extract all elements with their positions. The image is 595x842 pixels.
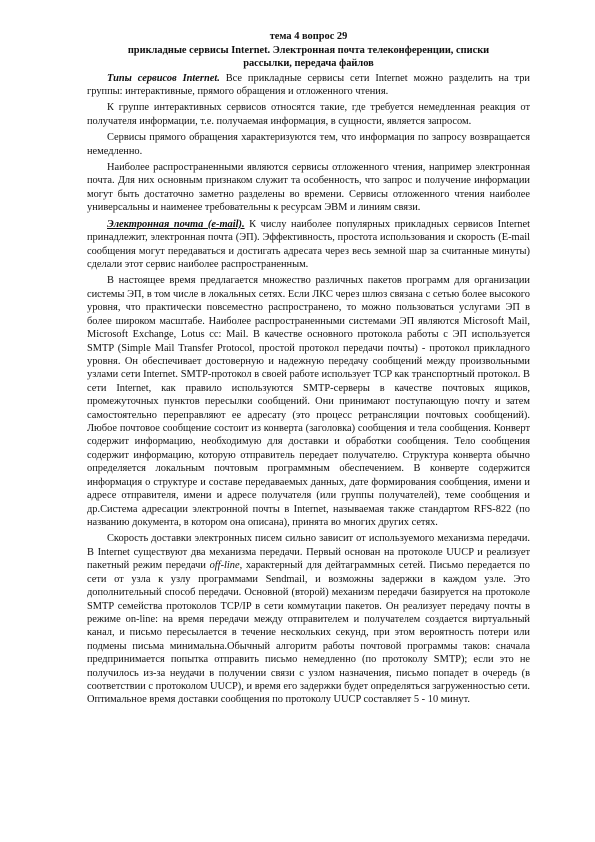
paragraph-interactive xyxy=(87,101,530,128)
emphasis-off-line: off-line xyxy=(209,560,240,572)
heading-title-line-2: рассылки, передача файлов xyxy=(243,58,374,69)
paragraph-service-types xyxy=(87,72,530,99)
paragraph-text: К числу наиболее популярных прикладных сервисов Internet принадлежит, электронная почта (ЭП). Эффективность, простота использования и скорость (E-mail сообщения могут передаваться и достигать адресата через весь земной шар за считанные минуты) сделали этот сервис наиболее распространенным. xyxy=(87,218,530,270)
paragraph-text: Скорость доставки электронных писем сильно зависит от используемого механизма передачи. В Internet существуют два механизма передачи. Первый основан на протоколе UUCP и реализует пакетный режим передачи xyxy=(87,533,530,572)
paragraph-lead: Электронная почта (e-mail). xyxy=(107,218,245,230)
paragraph-email-systems xyxy=(87,274,530,529)
paragraph-text: Наиболее распространенными являются сервисы отложенного чтения, например электронная почта. Для них основным признаком служит та особенность, что запрос и получение информации могут быть достаточно заметно разделены во времени. Сервисы отложенного чтения наиболее универсальны и наименее требовательны к ресурсам ЭВМ и линиям связи. xyxy=(87,162,530,214)
paragraph-text: В настоящее время предлагается множество различных пакетов программ для организации системы ЭП, в том числе в локальных сетях. Если ЛКС через шлюз связана с сетью более высокого уровня, что практически повсеместно распространено, то можно пользоваться услугами ЭП в более широком масштабе. Наиболее распространенными системами ЭП являются Microsoft Mail, Microsoft Exchange, Lotus cc: Mail. В качестве основного протокола работы с ЭП используется SMTP (Simple Mail Transfer Protocol, простой протокол передачи почты) - протокол прикладного уровня. Он обеспечивает достоверную и надежную передачу сообщений между произвольными узлами сети Internet. SMTP-протокол в своей работе использует TCP как транспортный протокол. В сети Internet, как правило используются SMTP-серверы в качестве почтовых ящиков, промежуточных пунктов пересылки сообщений. Они принимают поступающую почту и затем самостоятельно переправляют ее адресату (это процесс ретрансляции почтовых сообщений). Любое почтовое сообщение состоит из конверта (заголовка) сообщения и тела сообщения. Конверт содержит информацию, необходимую для доставки и обработки сообщения. Тело сообщения содержит информацию, которую отправитель передает получателю. Структура конверта обычно определяется локальным почтовым программным обеспечением. В конверте содержится информация о структуре и составе передаваемых данных, дате формирования сообщения, имени и адресе отправителя, имени и адресе получателя (или группы получателей), теме сообщения и др.Система адресации электронной почты в Internet, называемая также стандартом RFS-822 (по названию документа, в котором она описана), принята во многих других сетях. xyxy=(87,275,530,528)
paragraph-text: Все прикладные сервисы сети Internet можно разделить на три группы: интерактивные, прямого обращения и отложенного чтения. xyxy=(87,72,530,97)
document-body xyxy=(87,72,530,707)
paragraph-text: Сервисы прямого обращения характеризуются тем, что информация по запросу возвращается немедленно. xyxy=(87,132,530,157)
document-heading xyxy=(87,0,530,71)
paragraph-delivery-speed xyxy=(87,532,530,706)
paragraph-email xyxy=(87,218,530,272)
paragraph-text: , характерный для дейтаграммных сетей. Письмо передается по сети от узла к узлу программами Sendmail, и возможны задержки в каждом узле. Это дополнительный способ передачи. Основной (второй) механизм передачи базируется на протоколе SMTP семейства протоколов TCP/IP в сети коммутации пакетов. Он реализует передачу почты в режиме on-line: на время передачи между отправителем и получателем создается виртуальный канал, и письмо пересылается в течение нескольких секунд, при этом вероятность потери или подмены письма минимальна.Обычный алгоритм работы почтовой программы таков: сначала предпринимается попытка отправить письмо немедленно (по протоколу SMTP); если это не получилось из-за неудачи в получении связи с узлом назначения, письмо попадет в очередь (в соответствии с протоколом UUCP), и время его задержки будет определяться загруженностью сети. Оптимальное время доставки сообщения по протоколу UUCP составляет 5 - 10 минут. xyxy=(87,560,530,706)
heading-title-line: прикладные сервисы Internet. Электронная почта телеконференции, списки xyxy=(127,44,490,56)
heading-topic-line: тема 4 вопрос 29 xyxy=(269,31,348,42)
paragraph-deferred-reading xyxy=(87,161,530,215)
paragraph-text: К группе интерактивных сервисов относятся такие, где требуется немедленная реакция от получателя информации, т.е. получаемая информация, в сущности, является запросом. xyxy=(87,102,530,127)
paragraph-lead: Типы сервисов Internet. xyxy=(107,72,220,84)
paragraph-direct-access xyxy=(87,131,530,158)
